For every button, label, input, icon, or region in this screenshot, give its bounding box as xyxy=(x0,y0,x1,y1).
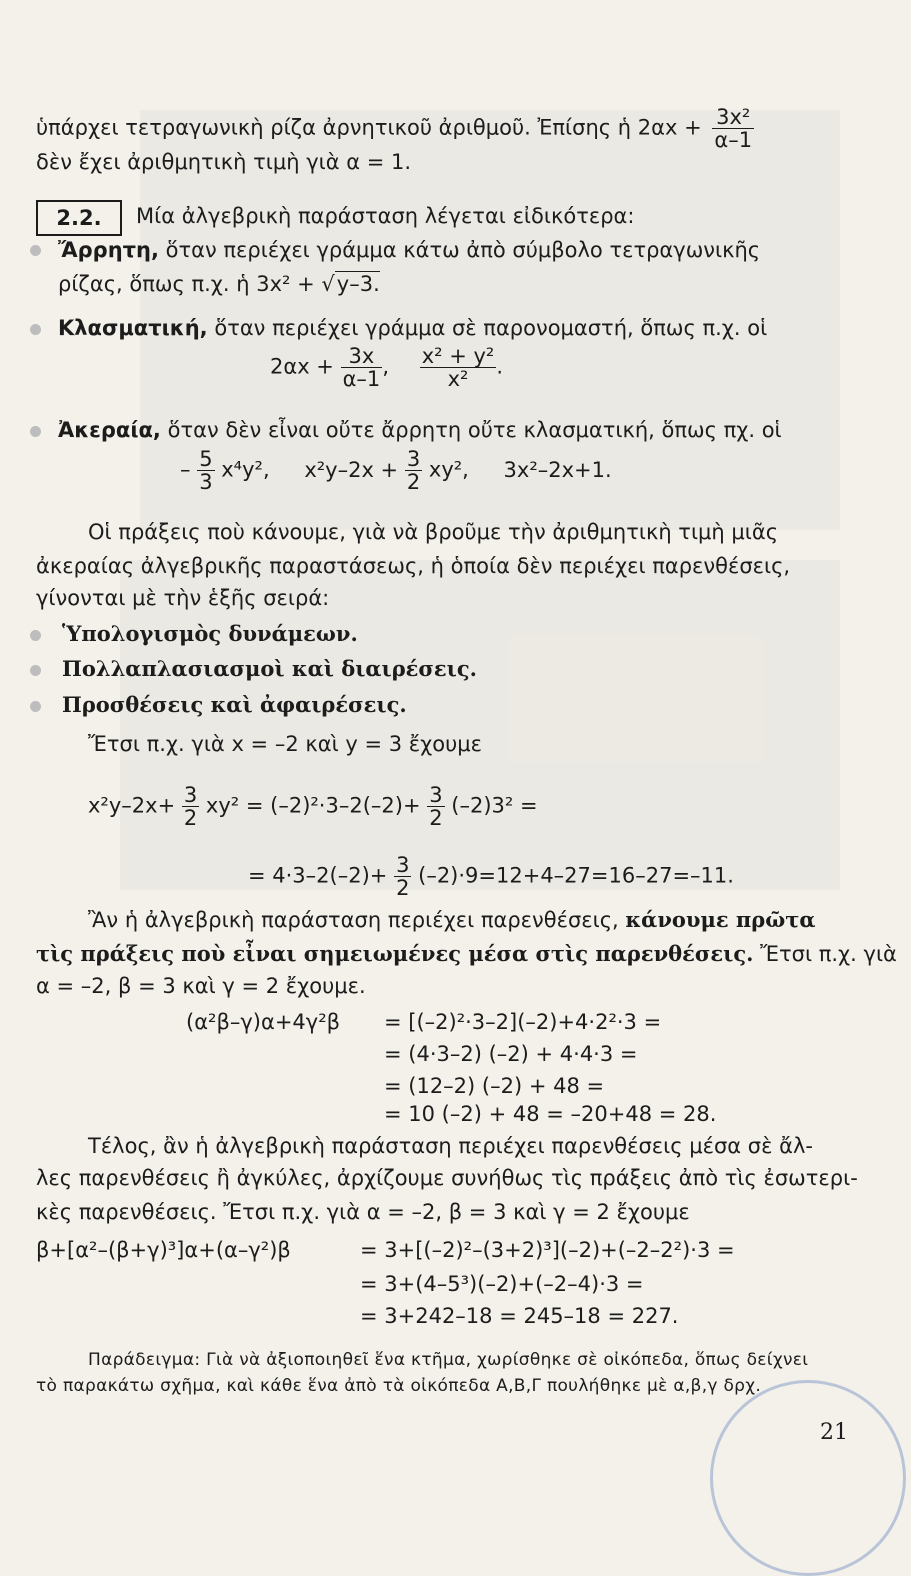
bullet-icon xyxy=(30,245,41,256)
fraction: $\frac{\text{x² + y²}}{\text{x²}}$ xyxy=(421,344,495,392)
fraction: $\frac{3x}{\alpha-1}$ xyxy=(342,344,381,392)
text-line: Ἄρρητη, ὅταν περιέχει γράμμα κάτω ἀπὸ σύμβολο τετραγωνικῆς xyxy=(58,238,761,262)
math-step: = (4·3–2) (–2) + 4·4·3 = xyxy=(384,1042,638,1066)
list-item: Ὑπολογισμὸς δυνάμεων. xyxy=(62,621,358,646)
bullet-icon xyxy=(30,630,41,641)
math-step: = (12–2) (–2) + 48 = xyxy=(384,1074,605,1098)
list-item: Προσθέσεις καὶ ἀφαιρέσεις. xyxy=(62,692,407,717)
bullet-icon xyxy=(30,426,41,437)
section-number: 2.2. xyxy=(36,200,122,236)
text-line: γίνονται μὲ τὴν ἑξῆς σειρά: xyxy=(36,586,330,610)
text-line: Παράδειγμα: Γιὰ νὰ ἀξιοποιηθεῖ ἕνα κτῆμα, χωρίσθηκε σὲ οἰκόπεδα, ὅπως δείχνει xyxy=(88,1350,809,1370)
math-step: = 10 (–2) + 48 = –20+48 = 28. xyxy=(384,1102,717,1126)
text-line: Κλασματική, ὅταν περιέχει γράμμα σὲ παρονομαστή, ὅπως π.χ. οἱ xyxy=(58,316,768,340)
section-heading: Μία ἀλγεβρικὴ παράσταση λέγεται εἰδικότερα: xyxy=(136,204,635,228)
math-lhs: (α²β–γ)α+4γ²β xyxy=(186,1010,341,1034)
math-step: = 3+[(–2)²–(3+2)³](–2)+(–2–2²)·3 = xyxy=(360,1238,735,1262)
fraction: $\frac{3}{2}$ xyxy=(396,853,410,901)
bullet-icon xyxy=(30,701,41,712)
fraction: $\frac{\text{3x²}}{\alpha-1}$ xyxy=(714,105,753,153)
list-item: Πολλαπλασιασμοὶ καὶ διαιρέσεις. xyxy=(62,656,477,681)
text-line: ρίζας, ὅπως π.χ. ἡ 3x² + √y–3. xyxy=(58,272,380,296)
text-line: τὶς πράξεις ποὺ εἶναι σημειωμένες μέσα στὶς παρενθέσεις. Ἔτσι π.χ. γιὰ xyxy=(36,941,897,966)
text-line: α = –2, β = 3 καὶ γ = 2 ἔχουμε. xyxy=(36,974,366,998)
text-line: κὲς παρενθέσεις. Ἔτσι π.χ. γιὰ α = –2, β = 3 καὶ γ = 2 ἔχουμε xyxy=(36,1200,690,1224)
bullet-icon xyxy=(30,665,41,676)
math-step: = 3+(4–5³)(–2)+(–2–4)·3 = xyxy=(360,1272,644,1296)
text-line: δὲν ἔχει ἀριθμητικὴ τιμὴ γιὰ α = 1. xyxy=(36,150,412,174)
text-line: Ἔτσι π.χ. γιὰ x = –2 καὶ y = 3 ἔχουμε xyxy=(88,732,482,756)
fraction: $\frac{3}{2}$ xyxy=(183,783,198,831)
text-line: τὸ παρακάτω σχῆμα, καὶ κάθε ἕνα ἀπὸ τὰ οἰκόπεδα Α,Β,Γ πουλήθηκε μὲ α,β,γ δρχ. xyxy=(36,1376,762,1396)
text-line: ἀκεραίας ἀλγεβρικῆς παραστάσεως, ἡ ὁποία δὲν περιέχει παρενθέσεις, xyxy=(36,554,791,578)
math-lhs: β+[α²–(β+γ)³]α+(α–γ²)β xyxy=(36,1238,291,1262)
math-expression: – $\frac{5}{3}$ x⁴y², x²y–2x + $\frac{3}{2}$ xy², 3x²–2x+1. xyxy=(180,447,612,495)
math-expression: x²y–2x+ $\frac{3}{2}$ xy² = (–2)²·3–2(–2)+ $\frac{3}{2}$ (–2)3² = xyxy=(88,783,538,831)
library-stamp xyxy=(710,1380,906,1576)
math-expression: = 4·3–2(–2)+ $\frac{3}{2}$ (–2)·9=12+4–27=16–27=–11. xyxy=(248,853,734,901)
text-line: Τέλος, ἂν ἡ ἀλγεβρικὴ παράσταση περιέχει παρενθέσεις μέσα σὲ ἄλ- xyxy=(88,1134,813,1158)
fraction: $\frac{3}{2}$ xyxy=(406,447,421,495)
bullet-icon xyxy=(30,324,41,335)
fraction: $\frac{5}{3}$ xyxy=(199,447,213,495)
math-step: = [(–2)²·3–2](–2)+4·2²·3 = xyxy=(384,1010,662,1034)
text-line: λες παρενθέσεις ἢ ἀγκύλες, ἀρχίζουμε συνήθως τὶς πράξεις ἀπὸ τὶς ἐσωτερι- xyxy=(36,1166,858,1190)
text-line: Ἀκεραία, ὅταν δὲν εἶναι οὔτε ἄρρητη οὔτε κλασματική, ὅπως πχ. οἱ xyxy=(58,418,782,442)
math-expression: 2αx + $\frac{3x}{\alpha-1}$ , $\frac{\text{x² + y²}}{\text{x²}}$ . xyxy=(270,344,504,392)
page-number: 21 xyxy=(820,1420,848,1445)
text-line: Ἂν ἡ ἀλγεβρικὴ παράσταση περιέχει παρενθέσεις, κάνουμε πρῶτα xyxy=(88,907,816,932)
text-line: ὑπάρχει τετραγωνικὴ ρίζα ἀρνητικοῦ ἀριθμοῦ. Ἐπίσης ἡ 2αx + $\frac{\text{3x²}}{\alpha-1}$ xyxy=(36,105,753,153)
fraction: $\frac{3}{2}$ xyxy=(429,783,443,831)
text-line: Οἱ πράξεις ποὺ κάνουμε, γιὰ νὰ βροῦμε τὴν ἀριθμητικὴ τιμὴ μιᾶς xyxy=(88,520,779,544)
math-step: = 3+242–18 = 245–18 = 227. xyxy=(360,1304,679,1328)
